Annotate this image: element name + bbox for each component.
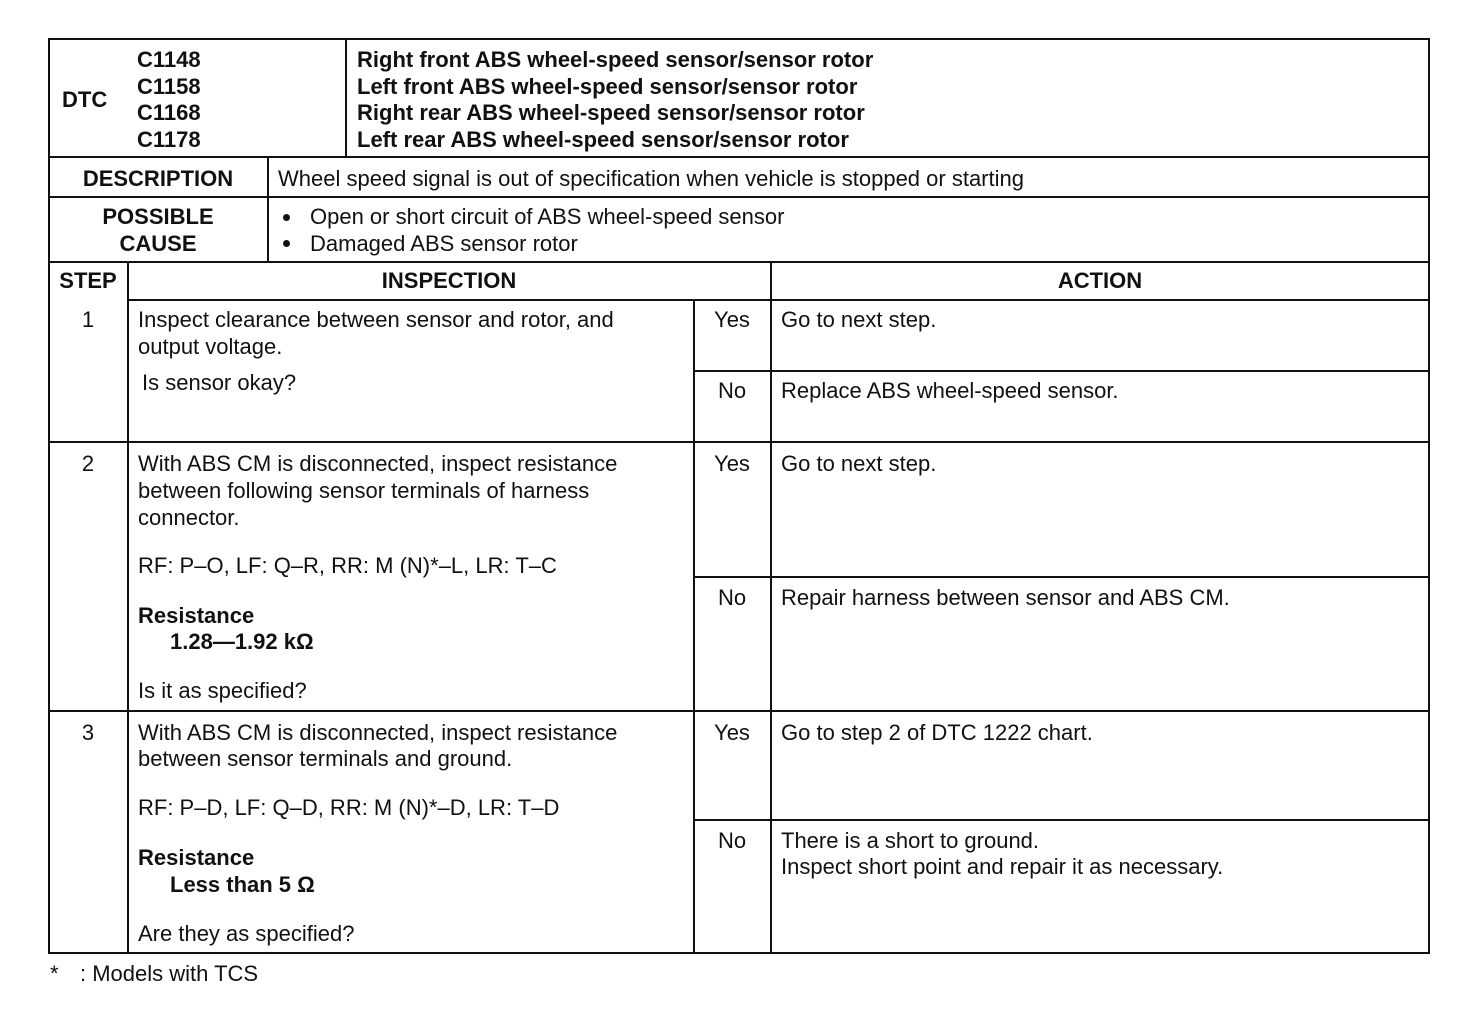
resistance-value: 1.28—1.92 kΩ	[170, 629, 314, 654]
dtc-label: DTC	[62, 87, 108, 112]
step-number: 1	[81, 307, 95, 332]
yes-label: Yes	[714, 307, 750, 332]
terminal-pairs: RF: P–O, LF: Q–R, RR: M (N)*–L, LR: T–C	[138, 553, 557, 578]
inspection-text: connector.	[138, 505, 240, 530]
divider	[770, 261, 772, 954]
description-label: DESCRIPTION	[82, 166, 234, 191]
dtc-title: Right front ABS wheel-speed sensor/sensor rotor	[357, 47, 874, 72]
terminal-pairs: RF: P–D, LF: Q–D, RR: M (N)*–D, LR: T–D	[138, 795, 560, 820]
dtc-title: Left front ABS wheel-speed sensor/sensor rotor	[357, 74, 858, 99]
divider	[48, 156, 1430, 158]
divider	[694, 576, 1430, 578]
no-label: No	[717, 828, 747, 853]
inspection-text: output voltage.	[138, 334, 283, 359]
action-text: Replace ABS wheel-speed sensor.	[781, 378, 1119, 403]
dtc-code: C1168	[137, 100, 201, 125]
dtc-code: C1158	[137, 74, 201, 99]
possible-cause-label: POSSIBLE	[102, 204, 214, 229]
action-text: Inspect short point and repair it as necessary.	[781, 854, 1224, 879]
inspection-question: Is sensor okay?	[142, 370, 297, 395]
no-label: No	[717, 585, 747, 610]
divider	[127, 261, 129, 954]
no-label: No	[717, 378, 747, 403]
action-text: Go to next step.	[781, 451, 937, 476]
possible-cause-label: CAUSE	[119, 231, 197, 256]
divider	[48, 261, 1430, 263]
footnote-mark: *	[50, 961, 59, 986]
inspection-text: Inspect clearance between sensor and rotor, and	[138, 307, 614, 332]
cause-item: Damaged ABS sensor rotor	[310, 231, 578, 256]
inspection-text: between following sensor terminals of harness	[138, 478, 590, 503]
action-text: There is a short to ground.	[781, 828, 1040, 853]
dtc-code: C1178	[137, 127, 201, 152]
column-header-inspection: INSPECTION	[381, 268, 517, 293]
divider	[694, 819, 1430, 821]
divider	[694, 370, 1430, 372]
resistance-label: Resistance	[138, 845, 255, 870]
yes-label: Yes	[714, 720, 750, 745]
divider	[48, 441, 1430, 443]
divider	[48, 710, 1430, 712]
cause-item: Open or short circuit of ABS wheel-speed sensor	[310, 204, 785, 229]
column-header-action: ACTION	[1057, 268, 1143, 293]
bullet-icon	[283, 240, 290, 247]
inspection-text: between sensor terminals and ground.	[138, 746, 513, 771]
action-text: Repair harness between sensor and ABS CM.	[781, 585, 1230, 610]
footnote-text: : Models with TCS	[80, 961, 259, 986]
inspection-question: Are they as specified?	[138, 921, 355, 946]
action-text: Go to next step.	[781, 307, 937, 332]
inspection-text: With ABS CM is disconnected, inspect resistance	[138, 720, 618, 745]
description-text: Wheel speed signal is out of specification when vehicle is stopped or starting	[278, 166, 1024, 191]
divider	[345, 38, 347, 158]
dtc-code: C1148	[137, 47, 201, 72]
dtc-title: Right rear ABS wheel-speed sensor/sensor rotor	[357, 100, 865, 125]
inspection-question: Is it as specified?	[138, 678, 307, 703]
divider	[128, 299, 1430, 301]
resistance-value: Less than 5 Ω	[170, 872, 315, 897]
column-header-step: STEP	[59, 268, 117, 293]
dtc-title: Left rear ABS wheel-speed sensor/sensor rotor	[357, 127, 849, 152]
step-number: 2	[81, 451, 95, 476]
yes-label: Yes	[714, 451, 750, 476]
divider	[48, 196, 1430, 198]
inspection-text: With ABS CM is disconnected, inspect resistance	[138, 451, 618, 476]
action-text: Go to step 2 of DTC 1222 chart.	[781, 720, 1093, 745]
divider	[267, 156, 269, 263]
step-number: 3	[81, 720, 95, 745]
bullet-icon	[283, 214, 290, 221]
resistance-label: Resistance	[138, 603, 255, 628]
